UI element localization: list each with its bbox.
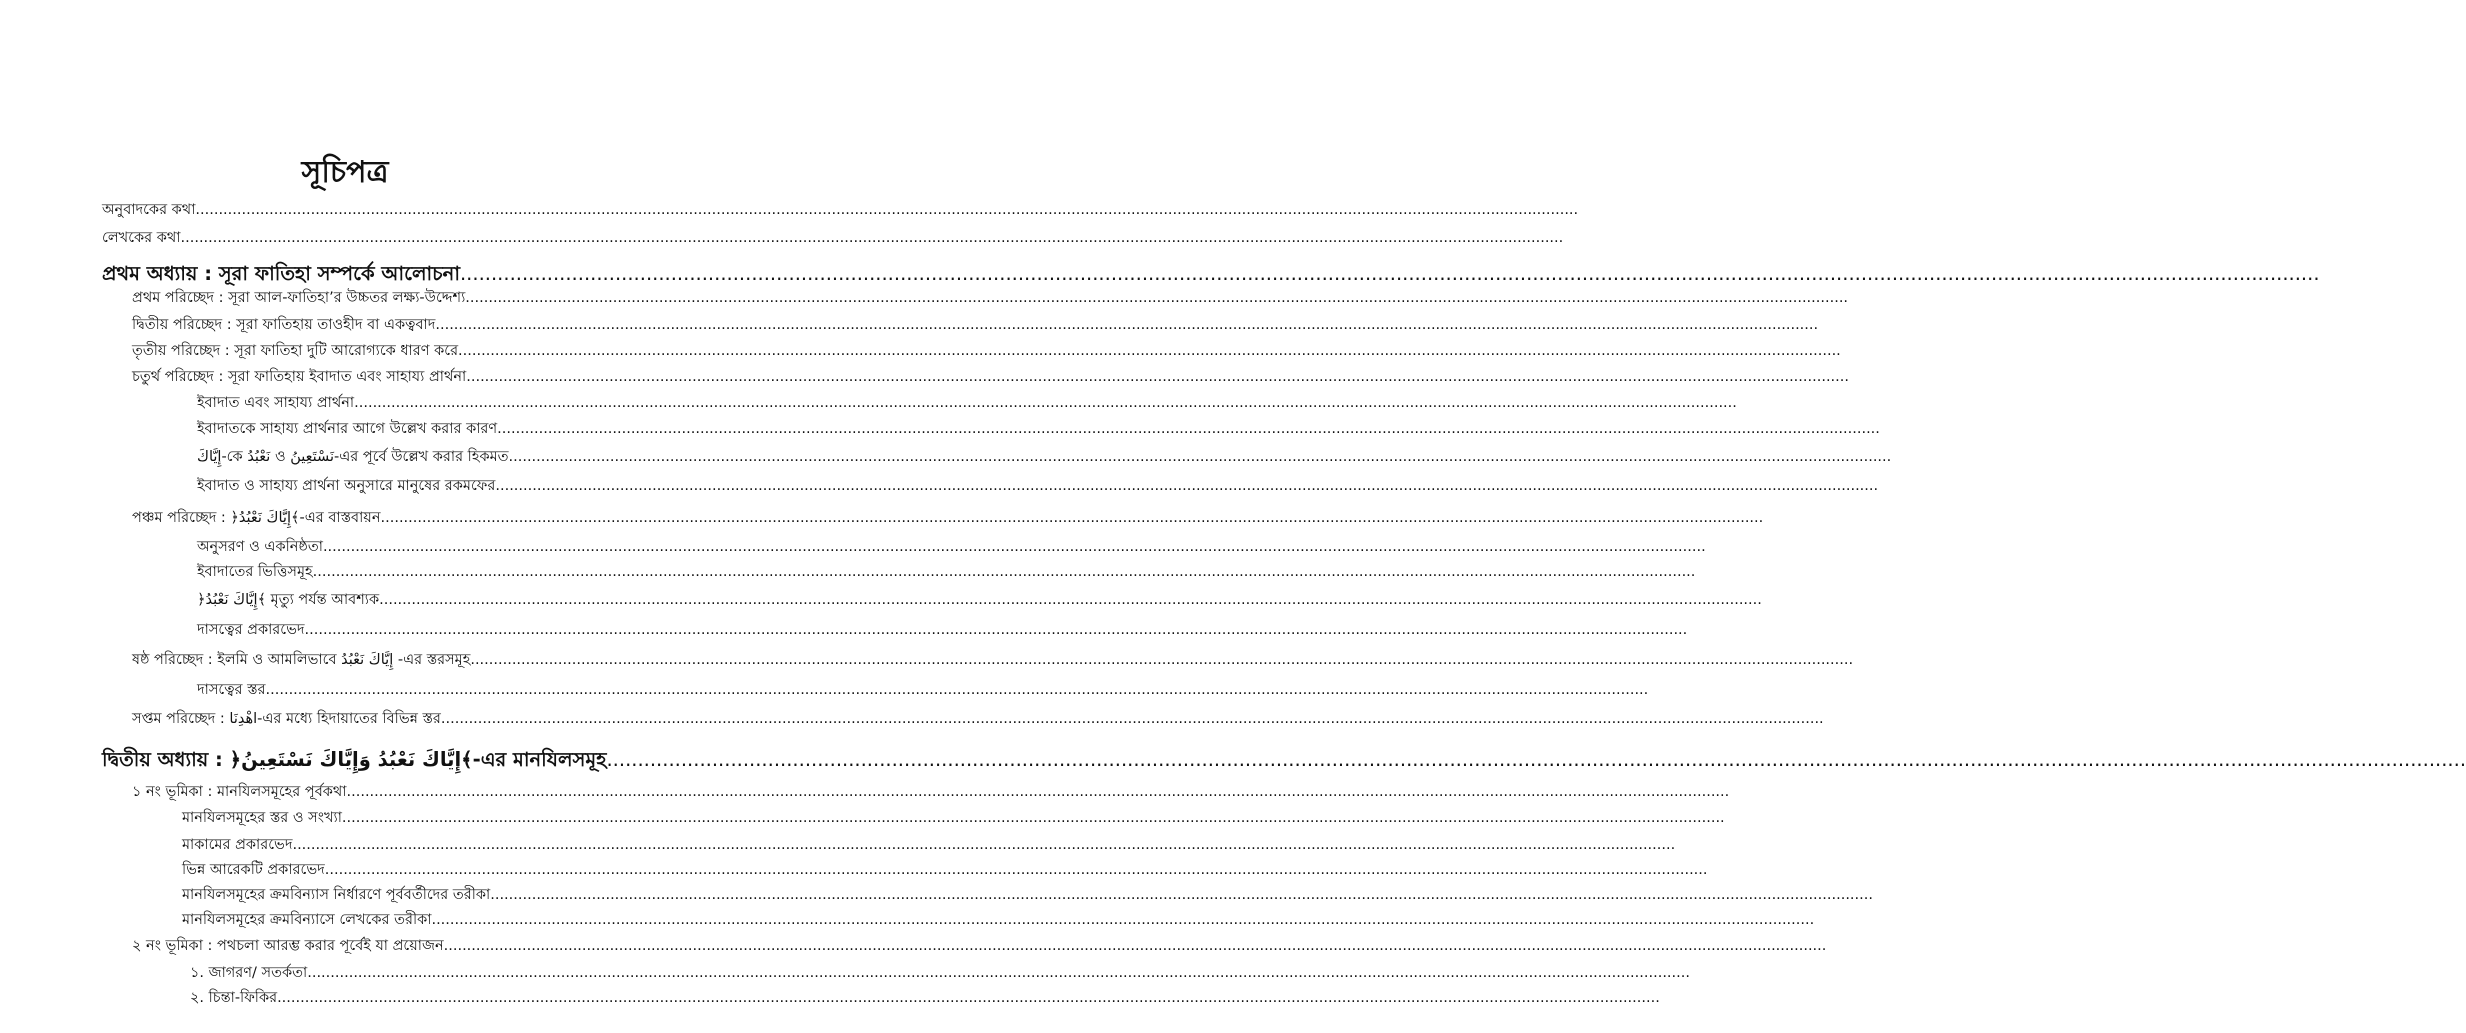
toc-entry [197, 680, 1649, 700]
toc-entry [197, 590, 1762, 610]
toc-entry-text: ১. জাগরণ/ সতর্কতা [190, 965, 308, 981]
toc-entry [132, 288, 1849, 308]
dot-leader: ............................................................................................................................................................................................................................................................................................................ [180, 230, 1564, 246]
dot-leader: ............................................................................................................................................................................................................................................................................................................ [380, 510, 1764, 526]
toc-entry [182, 910, 1815, 930]
dot-leader: ............................................................................................................................................................................................................................................................................................................ [440, 711, 1824, 727]
dot-leader: ............................................................................................................................................................................................................................................................................................................ [443, 938, 1827, 954]
dot-leader: ............................................................................................................................................................................................................................................................................................................ [277, 990, 1660, 1006]
toc-entry-text: পঞ্চম পরিচ্ছেদ : ﴿إِيَّاكَ نَعْبُدُ﴾-এর বাস্তবায়ন [132, 510, 381, 526]
dot-leader: ............................................................................................................................................................................................................................................................................................................ [195, 202, 1579, 218]
dot-leader: ............................................................................................................................................................................................................................................................................................................ [470, 652, 1854, 668]
toc-entry-text: চতুর্থ পরিচ্ছেদ : সূরা ফাতিহায় ইবাদাত এবং সাহায্য প্রার্থনা [132, 369, 467, 385]
toc-entry [197, 537, 1706, 557]
toc-entry [132, 936, 1827, 956]
toc-entry [132, 508, 1764, 528]
toc-entry [197, 393, 1737, 413]
toc-chapter [102, 746, 2466, 774]
toc-entry-text: প্রথম অধ্যায় : সূরা ফাতিহা সম্পর্কে আলোচনা [102, 262, 460, 285]
toc-entry-text: ইবাদাতের ভিত্তিসমূহ [197, 564, 313, 580]
toc-entry-text: ১ নং ভূমিকা : মানযিলসমূহের পূর্বকথা [132, 784, 347, 800]
toc-entry [132, 782, 1730, 802]
toc-entry [197, 620, 1688, 640]
toc-entry [132, 341, 1841, 361]
toc-entry-text: মানযিলসমূহের ক্রমবিন্যাসে লেখকের তরীকা [182, 912, 432, 928]
toc-entry-text: ইবাদাতকে সাহায্য প্রার্থনার আগে উল্লেখ করার কারণ [197, 421, 498, 437]
dot-leader: ............................................................................................................................................................................................................................................................................................................ [431, 912, 1815, 928]
toc-entry-text: ষষ্ঠ পরিচ্ছেদ : ইলমি ও আমলিভাবে إِيَّاكَ نَعْبُدُ -এর স্তরসমূহ [132, 652, 471, 668]
page-title: সূচিপত্র [301, 155, 389, 190]
toc-entry-text: তৃতীয় পরিচ্ছেদ : সূরা ফাতিহা দুটি আরোগ্যকে ধারণ করে [132, 343, 459, 359]
toc-entry [132, 709, 1824, 729]
dot-leader: ............................................................................................................................................................................................................................................................................................................ [265, 682, 1649, 698]
toc-entry-text: দ্বিতীয় অধ্যায় : ﴿إِيَّاكَ نَعْبُدُ وَإِيَّاكَ نَسْتَعِينُ﴾-এর মানযিলসমূহ [102, 748, 607, 771]
dot-leader: ............................................................................................................................................................................................................................................................................................................ [304, 622, 1688, 638]
toc-entry-text: দাসত্বের প্রকারভেদ [197, 622, 305, 638]
toc-entry [182, 808, 1725, 828]
dot-leader: ............................................................................................................................................................................................................................................................................................................ [459, 262, 2320, 285]
toc-entry-text: ﴿إِيَّاكَ نَعْبُدُ﴾ মৃত্যু পর্যন্ত আবশ্যক [197, 592, 380, 608]
dot-leader: ............................................................................................................................................................................................................................................................................................................ [322, 539, 1706, 555]
toc-entry-text: প্রথম পরিচ্ছেদ : সূরা আল-ফাতিহা’র উচ্চতর লক্ষ্য-উদ্দেশ্য [132, 290, 466, 306]
toc-entry [197, 419, 1880, 439]
toc-entry-text: إِيَّاكَ-কে نَعْبُدُ ও نَسْتَعِينُ-এর পূর্বে উল্লেখ করার হিকমত [197, 449, 509, 465]
dot-leader: ............................................................................................................................................................................................................................................................................................................ [307, 965, 1690, 981]
toc-entry [190, 963, 1690, 983]
dot-leader: ............................................................................................................................................................................................................................................................................................................ [508, 449, 1892, 465]
toc-entry [102, 200, 1579, 220]
toc-chapter [102, 260, 2320, 288]
toc-entry-text: মানযিলসমূহের ক্রমবিন্যাস নির্ধারণে পূর্ববর্তীদের তরীকা [182, 887, 491, 903]
toc-entry [182, 860, 1708, 880]
dot-leader: ............................................................................................................................................................................................................................................................................................................ [466, 369, 1849, 385]
toc-entry [190, 988, 1660, 1008]
toc-entry [197, 562, 1696, 582]
toc-entry [182, 885, 1873, 905]
toc-entry [132, 315, 1819, 335]
dot-leader: ............................................................................................................................................................................................................................................................................................................ [379, 592, 1762, 608]
dot-leader: ............................................................................................................................................................................................................................................................................................................ [606, 748, 2466, 771]
dot-leader: ............................................................................................................................................................................................................................................................................................................ [458, 343, 1841, 359]
toc-entry [182, 835, 1676, 855]
toc-entry [132, 367, 1849, 387]
toc-entry-text: ইবাদাত এবং সাহায্য প্রার্থনা [197, 395, 355, 411]
dot-leader: ............................................................................................................................................................................................................................................................................................................ [354, 395, 1737, 411]
toc-entry [197, 476, 1879, 496]
dot-leader: ............................................................................................................................................................................................................................................................................................................ [312, 564, 1696, 580]
toc-entry [197, 447, 1892, 467]
dot-leader: ............................................................................................................................................................................................................................................................................................................ [497, 421, 1880, 437]
toc-entry-text: সপ্তম পরিচ্ছেদ : اهْدِنَا-এর মধ্যে হিদায়াতের বিভিন্ন স্তর [132, 711, 441, 727]
dot-leader: ............................................................................................................................................................................................................................................................................................................ [346, 784, 1730, 800]
dot-leader: ............................................................................................................................................................................................................................................................................................................ [324, 862, 1708, 878]
dot-leader: ............................................................................................................................................................................................................................................................................................................ [292, 837, 1676, 853]
toc-entry-text: ২. চিন্তা-ফিকির [190, 990, 278, 1006]
toc-entry-text: ২ নং ভূমিকা : পথচলা আরম্ভ করার পূর্বেই যা প্রয়োজন [132, 938, 444, 954]
dot-leader: ............................................................................................................................................................................................................................................................................................................ [490, 887, 1873, 903]
toc-entry [102, 228, 1564, 248]
dot-leader: ............................................................................................................................................................................................................................................................................................................ [495, 478, 1879, 494]
toc-entry-text: দাসত্বের স্তর [197, 682, 266, 698]
dot-leader: ............................................................................................................................................................................................................................................................................................................ [465, 290, 1849, 306]
toc-entry [132, 650, 1854, 670]
dot-leader: ............................................................................................................................................................................................................................................................................................................ [435, 317, 1819, 333]
toc-entry-text: অনুসরণ ও একনিষ্ঠতা [197, 539, 323, 555]
toc-entry-text: দ্বিতীয় পরিচ্ছেদ : সূরা ফাতিহায় তাওহীদ বা একত্ববাদ [132, 317, 436, 333]
dot-leader: ............................................................................................................................................................................................................................................................................................................ [341, 810, 1725, 826]
toc-entry-text: মানযিলসমূহের স্তর ও সংখ্যা [182, 810, 342, 826]
toc-entry-text: মাকামের প্রকারভেদ [182, 837, 293, 853]
toc-entry-text: ভিন্ন আরেকটি প্রকারভেদ [182, 862, 325, 878]
toc-entry-text: অনুবাদকের কথা [102, 202, 196, 218]
toc-entry-text: ইবাদাত ও সাহায্য প্রার্থনা অনুসারে মানুষের রকমফের [197, 478, 496, 494]
toc-entry-text: লেখকের কথা [102, 230, 181, 246]
